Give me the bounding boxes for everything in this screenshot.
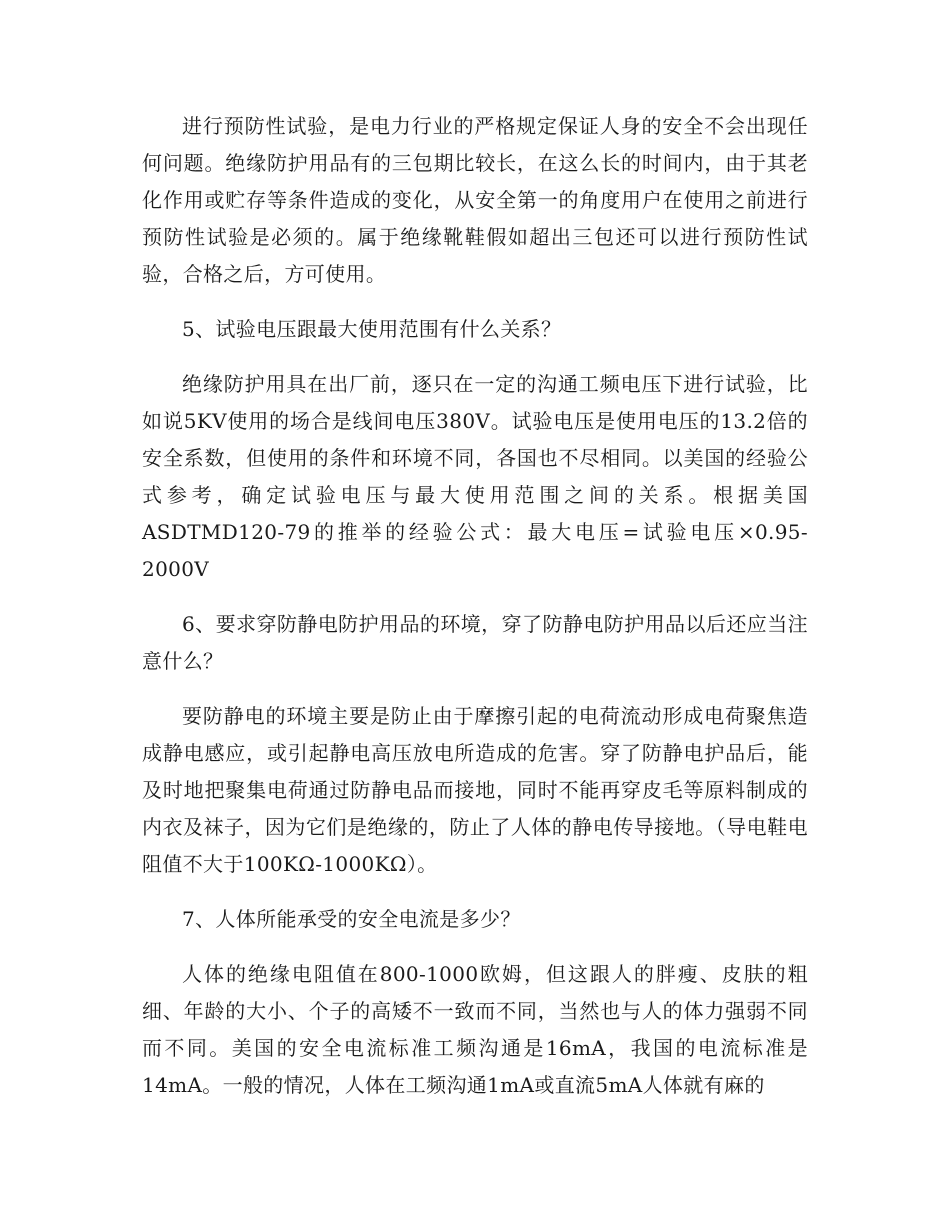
heading-question-7: 7、人体所能承受的安全电流是多少？: [182, 907, 521, 931]
paragraph-test-voltage: 绝缘防护用具在出厂前，逐只在一定的沟通工频电压下进行试验，比如说5KV使用的场合是线间电压380V。试验电压是使用电压的13.2倍的安全系数，但使用的条件和环境不同，各国也不尽相同。以美国的经验公式参考，确定试验电压与最大使用范围之间的关系。根据美国ASDTMD120-79的推举的经验公式：最大电压=试验电压×0.95-2000V: [142, 372, 808, 581]
document-body: [142, 108, 808, 1104]
heading-question-6: 6、要求穿防静电防护用品的环境，穿了防静电防护用品以后还应当注意什么？: [142, 612, 808, 673]
heading-question-5: 5、试验电压跟最大使用范围有什么关系？: [182, 317, 562, 341]
paragraph-preventive-test: 进行预防性试验，是电力行业的严格规定保证人身的安全不会出现任何问题。绝缘防护用品有的三包期比较长，在这么长的时间内，由于其老化作用或贮存等条件造成的变化，从安全第一的角度用户在使用之前进行预防性试验是必须的。属于绝缘靴鞋假如超出三包还可以进行预防性试验，合格之后，方可使用。: [142, 114, 808, 286]
paragraph-safe-current: 人体的绝缘电阻值在800-1000欧姆，但这跟人的胖瘦、皮肤的粗细、年龄的大小、个子的高矮不一致而不同，当然也与人的体力强弱不同而不同。美国的安全电流标准工频沟通是16mA，我国的电流标准是14mA。一般的情况，人体在工频沟通1mA或直流5mA人体就有麻的: [142, 962, 808, 1097]
paragraph-antistatic: 要防静电的环境主要是防止由于摩擦引起的电荷流动形成电荷聚焦造成静电感应，或引起静电高压放电所造成的危害。穿了防静电护品后，能及时地把聚集电荷通过防静电品而接地，同时不能再穿皮毛等原料制成的内衣及袜子，因为它们是绝缘的，防止了人体的静电传导接地。（导电鞋电阻值不大于100KΩ-1000KΩ）。: [142, 704, 808, 876]
